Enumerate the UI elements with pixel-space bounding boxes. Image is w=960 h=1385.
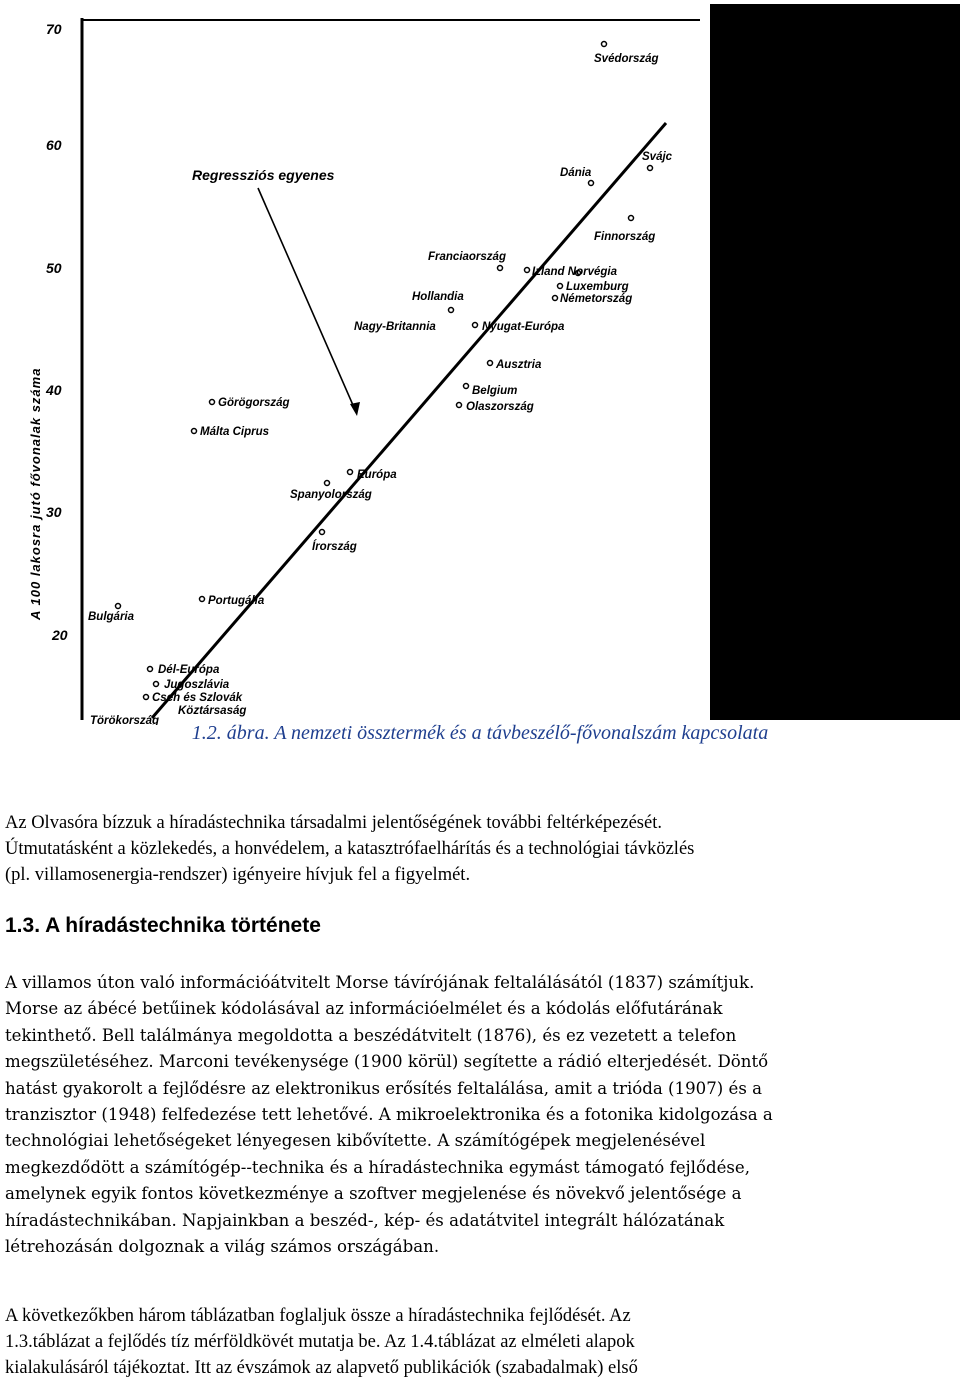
- figure-caption: 1.2. ábra. A nemzeti össztermék és a távbeszélő-fővonalszám kapcsolata: [191, 722, 769, 744]
- point-bulgaria: [116, 604, 121, 609]
- label-bulgaria: Bulgária: [88, 611, 135, 623]
- point-gorogorszag: [210, 400, 215, 405]
- label-malta-ciprus: Málta Ciprus: [200, 426, 270, 438]
- text-line: Útmutatásként a közlekedés, a honvédelem, a katasztrófaelhárítás és a technológiai távközlés: [5, 839, 695, 859]
- point-olaszorszag: [457, 403, 462, 408]
- point-nemetorszag: [553, 296, 558, 301]
- text-line: kialakulásáról tájékoztat. Itt az évszámok az alapvető publikációk (szabadalmak) első: [5, 1358, 638, 1378]
- point-franciaorszag: [498, 266, 503, 271]
- text-line: tranzisztor (1948) felfedezése tett lehetővé. A mikroelektronika és a fotonika kidolgozása a: [5, 1105, 773, 1125]
- text-line: Az Olvasóra bízzuk a híradástechnika társadalmi jelentőségének további feltérképezését.: [5, 813, 662, 833]
- text-line: (pl. villamosenergia-rendszer) igényeire hívjuk fel a figyelmét.: [5, 865, 471, 885]
- label-del-europa: Dél-Európa: [158, 664, 220, 676]
- text-line: megszületéséhez. Marconi tevékenysége (1900 körül) segítette a rádió elterjedését. Döntő: [5, 1052, 769, 1072]
- text-line: hatást gyakorolt a fejlődésre az elektronikus erősítés feltalálása, amit a trióda (1907) és a: [5, 1078, 763, 1098]
- black-panel: [710, 4, 960, 720]
- label-gorogorszag: Görögország: [218, 397, 290, 409]
- text-line: A következőkben három táblázatban foglaljuk össze a híradástechnika fejlődését. Az: [5, 1306, 631, 1326]
- label-franciaorszag: Franciaország: [428, 251, 506, 263]
- label-spanyolorszag: Spanyolország: [290, 489, 372, 501]
- point-svedorszag: [602, 42, 607, 47]
- label-koztarsasag: Köztársaság: [178, 705, 247, 717]
- point-irorszag: [320, 530, 325, 535]
- point-portugalia: [200, 597, 205, 602]
- label-hollandia: Hollandia: [412, 291, 464, 303]
- point-jugoszlavia: [154, 682, 159, 687]
- text-line: 1.3.táblázat a fejlődés tíz mérföldkövét mutatja be. Az 1.4.táblázat az elméleti alapok: [5, 1332, 635, 1352]
- regression-label: Regressziós egyenes: [192, 167, 335, 183]
- label-svedorszag: Svédország: [594, 53, 659, 65]
- label-luxemburg: Luxemburg: [566, 281, 629, 293]
- regression-pointer: [258, 188, 356, 412]
- label-svajc: Svájc: [642, 151, 673, 163]
- point-europa: [348, 470, 353, 475]
- point-izland: [525, 268, 530, 273]
- point-ausztria: [488, 361, 493, 366]
- point-luxemburg: [558, 284, 563, 289]
- label-jugoszlavia: Jugoszlávia: [164, 679, 230, 691]
- label-belgium: Belgium: [472, 385, 518, 397]
- text-line: Morse az ábécé betűinek kódolásával az információelmélet és a kódolás előfutárának: [5, 999, 723, 1019]
- y-axis-label: A 100 lakosra jutó fővonalak száma: [28, 367, 43, 620]
- label-izland-norvegia: Izland Norvégia: [532, 266, 617, 278]
- point-dania: [589, 181, 594, 186]
- label-nagy-britannia: Nagy-Britannia: [354, 321, 436, 333]
- text-line: megkezdődött a számítógép--technika és a híradástechnika egymást támogató fejlődése,: [5, 1157, 751, 1177]
- label-europa: Európa: [357, 469, 397, 481]
- label-ausztria: Ausztria: [496, 359, 542, 371]
- point-finnorszag: [629, 216, 634, 221]
- text-line: amelynek egyik fontos következménye a szoftver megjelenése és növekvő jelentősége a: [5, 1184, 742, 1204]
- label-nyugat-europa: Nyugat-Európa: [482, 321, 565, 333]
- point-hollandia: [449, 308, 454, 313]
- tables-paragraph: [5, 1303, 955, 1381]
- text-line: A villamos úton való információátvitelt Morse távírójának feltalálásától (1837) számítjuk.: [5, 973, 755, 992]
- regression-pointer-arrowhead: [350, 402, 360, 416]
- regression-line: [152, 123, 666, 718]
- point-svajc: [648, 166, 653, 171]
- label-dania: Dánia: [560, 167, 592, 179]
- history-paragraph: [5, 970, 955, 1260]
- y-tick-60: 60: [46, 137, 62, 153]
- label-nemetorszag: Németország: [560, 293, 633, 305]
- point-nyugat-europa: [473, 323, 478, 328]
- point-cseh-szlovak: [144, 695, 149, 700]
- label-olaszorszag: Olaszország: [466, 401, 534, 413]
- data-points: [116, 42, 656, 700]
- y-tick-20: 20: [52, 627, 68, 643]
- text-line: tekinthető. Bell találmánya megoldotta a beszédátvitelt (1876), és ez vezetett a telefon: [5, 1025, 737, 1045]
- text-line: technológiai lehetőségeket lényegesen kibővítette. A számítógépek megjelenésével: [5, 1131, 706, 1151]
- y-tick-40: 40: [46, 382, 62, 398]
- label-finnorszag: Finnország: [594, 231, 656, 243]
- point-malta-ciprus: [192, 429, 197, 434]
- text-line: híradástechnikában. Napjainkban a beszéd-, kép- és adatátvitel integrált hálózatának: [5, 1210, 725, 1230]
- label-irorszag: Írország: [312, 541, 357, 553]
- label-cseh-szlovak: Cseh és Szlovák: [152, 692, 243, 704]
- y-tick-30: 30: [46, 504, 62, 520]
- label-torokorszag: Törökország: [90, 715, 160, 725]
- y-tick-70: 70: [46, 21, 62, 37]
- point-belgium: [464, 384, 469, 389]
- y-tick-50: 50: [46, 260, 62, 276]
- point-spanyolorszag: [325, 481, 330, 486]
- section-heading: 1.3. A híradástechnika története: [5, 914, 321, 937]
- text-line: létrehozásán dolgoznak a világ számos országában.: [5, 1237, 440, 1257]
- label-portugalia: Portugália: [208, 595, 265, 607]
- intro-paragraph: [5, 810, 955, 888]
- point-del-europa: [148, 667, 153, 672]
